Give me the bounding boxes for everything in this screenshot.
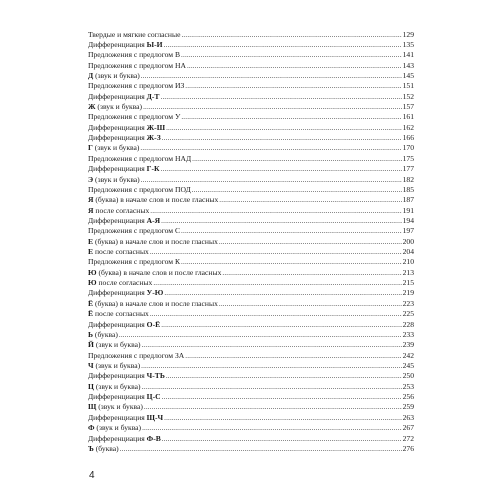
- toc-entry-bold-letters: Г-К: [146, 164, 160, 174]
- toc-entry-page-number: 143: [402, 60, 414, 70]
- toc-entry-text: Дифференциация: [88, 371, 147, 381]
- toc-entry-text: Предложения с предлогом НАД: [88, 153, 192, 163]
- toc-entry-text-suffix: после согласных: [93, 309, 149, 319]
- toc-entry: [88, 50, 414, 60]
- toc-entry-bold-letters: Е: [88, 236, 94, 246]
- toc-entry-text: Дифференциация: [88, 215, 147, 225]
- toc-entry-page-number: 253: [402, 381, 414, 391]
- toc-entry-text-suffix: (звук и буква): [93, 70, 140, 80]
- toc-entry: [88, 351, 414, 361]
- toc-entry: [88, 257, 414, 267]
- dot-leader: [140, 143, 401, 153]
- toc-entry-bold-letters: Е: [88, 247, 94, 257]
- dot-leader: [119, 330, 402, 340]
- toc-entry-page-number: 129: [402, 29, 414, 39]
- dot-leader: [144, 402, 402, 412]
- toc-entry-page-number: 239: [402, 340, 414, 350]
- toc-entry-text-suffix: (звук и буква): [96, 402, 143, 412]
- dot-leader: [162, 434, 402, 444]
- toc-entry-bold-letters: Ь: [88, 329, 94, 339]
- toc-entry-title: [88, 50, 180, 60]
- toc-entry-bold-letters: Ц: [88, 381, 94, 391]
- toc-entry: [88, 61, 414, 71]
- dot-leader: [120, 444, 402, 454]
- toc-entry-title: [88, 247, 149, 257]
- toc-entry-bold-letters: Ы-И: [146, 39, 163, 49]
- dot-leader: [153, 278, 401, 288]
- toc-entry-text-suffix: (звук и буква): [93, 381, 141, 391]
- toc-entry: [88, 143, 414, 153]
- toc-entry-bold-letters: О-Ё: [146, 319, 161, 329]
- toc-entry: [88, 444, 414, 454]
- toc-entry: [88, 206, 414, 216]
- toc-entry-title: [88, 216, 160, 226]
- toc-entry-page-number: 200: [402, 236, 414, 246]
- toc-entry-text: Предложения с предлогом ЗА: [88, 350, 185, 360]
- toc-entry-title: [88, 185, 191, 195]
- toc-entry-title: [88, 444, 119, 454]
- toc-entry-text-suffix: после согласных: [96, 278, 153, 288]
- dot-leader: [161, 216, 401, 226]
- toc-entry: [88, 30, 414, 40]
- toc-entry-page-number: 185: [402, 184, 414, 194]
- toc-entry-title: [88, 268, 221, 278]
- toc-entry-text-suffix: (звук и буква): [93, 361, 141, 370]
- dot-leader: [181, 257, 402, 267]
- toc-entry-bold-letters: Ё: [88, 298, 94, 308]
- toc-entry-title: [88, 71, 140, 81]
- toc-entry-bold-letters: Й: [88, 340, 94, 350]
- toc-entry: [88, 371, 414, 381]
- dot-leader: [166, 371, 402, 381]
- toc-entry-title: [88, 226, 180, 236]
- toc-entry-text: Дифференциация: [88, 392, 147, 402]
- dot-leader: [219, 299, 402, 309]
- toc-entry-text-suffix: (звук и буква): [94, 423, 142, 433]
- dot-leader: [161, 320, 401, 330]
- toc-entry: [88, 40, 414, 50]
- toc-entry-text-suffix: (буква): [93, 443, 119, 453]
- toc-entry-text-suffix: (буква): [93, 329, 118, 339]
- toc-entry-bold-letters: А-Я: [146, 215, 161, 225]
- dot-leader: [142, 423, 402, 433]
- toc-entry-bold-letters: Щ-Ч: [146, 412, 164, 422]
- dot-leader: [185, 81, 401, 91]
- toc-entry-title: [88, 361, 140, 371]
- toc-entry-text-suffix: после согласных: [93, 247, 149, 257]
- toc-entry-title: [88, 61, 186, 71]
- toc-entry-bold-letters: Э: [88, 174, 94, 184]
- dot-leader: [164, 413, 401, 423]
- toc-entry-page-number: 256: [402, 392, 414, 402]
- toc-entry-page-number: 219: [402, 288, 414, 298]
- dot-leader: [166, 123, 402, 133]
- table-of-contents: [88, 30, 414, 455]
- toc-entry: [88, 247, 414, 257]
- toc-entry-page-number: 166: [402, 133, 414, 143]
- toc-entry-bold-letters: Ю: [88, 278, 97, 288]
- toc-entry-title: [88, 257, 180, 267]
- toc-entry-text: Твердые и мягкие согласные: [88, 29, 181, 39]
- toc-entry-page-number: 151: [402, 81, 414, 91]
- toc-entry-title: [88, 195, 218, 205]
- toc-entry-page-number: 152: [402, 91, 414, 101]
- dot-leader: [162, 392, 402, 402]
- toc-entry-title: [88, 351, 184, 361]
- toc-entry-title: [88, 309, 149, 319]
- toc-entry-text: Предложения с предлогом ИЗ: [88, 81, 185, 91]
- toc-entry-page-number: 228: [402, 319, 414, 329]
- toc-entry: [88, 112, 414, 122]
- toc-entry-text-suffix: после согласных: [93, 205, 150, 215]
- toc-entry-title: [88, 392, 161, 402]
- toc-entry-text: Предложения с предлогом К: [88, 257, 181, 267]
- toc-entry-title: [88, 154, 191, 164]
- dot-leader: [181, 50, 402, 60]
- toc-entry-page-number: 210: [402, 257, 414, 267]
- toc-entry-text: Дифференциация: [88, 288, 147, 298]
- toc-entry-page-number: 276: [402, 443, 414, 453]
- toc-entry-title: [88, 112, 180, 122]
- toc-entry-page-number: 161: [402, 112, 414, 122]
- toc-entry: [88, 102, 414, 112]
- toc-entry-text: Предложения с предлогом У: [88, 112, 181, 122]
- toc-entry-title: [88, 340, 140, 350]
- toc-entry: [88, 92, 414, 102]
- toc-entry-page-number: 263: [402, 412, 414, 422]
- toc-entry-text-suffix: (буква) в начале слов и после гласных: [93, 195, 219, 205]
- toc-entry-page-number: 272: [402, 433, 414, 443]
- toc-entry: [88, 288, 414, 298]
- toc-entry: [88, 413, 414, 423]
- toc-entry: [88, 81, 414, 91]
- toc-entry-bold-letters: Ц-С: [146, 392, 161, 402]
- toc-entry-text: Дифференциация: [88, 39, 147, 49]
- toc-entry-bold-letters: Ж: [88, 102, 96, 112]
- toc-entry-title: [88, 143, 139, 153]
- toc-entry: [88, 340, 414, 350]
- toc-entry: [88, 423, 414, 433]
- toc-entry-text: Дифференциация: [88, 433, 147, 443]
- toc-entry-bold-letters: Ж-З: [146, 133, 161, 143]
- toc-entry-text: Дифференциация: [88, 122, 147, 132]
- toc-entry-text: Предложения с предлогом В: [88, 50, 181, 60]
- toc-entry-bold-letters: Ж-Ш: [146, 122, 166, 132]
- toc-entry-page-number: 233: [402, 329, 414, 339]
- toc-entry: [88, 71, 414, 81]
- toc-entry: [88, 175, 414, 185]
- toc-entry-text-suffix: (буква) в начале слов и после гласных: [96, 267, 222, 277]
- toc-entry-bold-letters: Ю: [88, 267, 97, 277]
- dot-leader: [161, 164, 402, 174]
- toc-entry: [88, 226, 414, 236]
- toc-entry-page-number: 135: [402, 39, 414, 49]
- toc-entry-page-number: 177: [402, 164, 414, 174]
- toc-entry-page-number: 223: [402, 298, 414, 308]
- toc-entry-page-number: 170: [402, 143, 414, 153]
- toc-entry: [88, 185, 414, 195]
- page-number: 4: [89, 470, 95, 481]
- dot-leader: [181, 30, 401, 40]
- toc-entry-page-number: 175: [402, 153, 414, 163]
- toc-entry-bold-letters: Ф: [88, 423, 95, 433]
- toc-entry-title: [88, 330, 118, 340]
- toc-entry-page-number: 250: [402, 371, 414, 381]
- toc-entry-page-number: 141: [402, 50, 414, 60]
- dot-leader: [164, 40, 402, 50]
- toc-entry: [88, 154, 414, 164]
- toc-entry: [88, 402, 414, 412]
- toc-entry-bold-letters: Ъ: [88, 443, 94, 453]
- toc-entry-bold-letters: Щ: [88, 402, 97, 412]
- dot-leader: [141, 361, 401, 371]
- dot-leader: [150, 309, 402, 319]
- toc-entry-page-number: 215: [402, 278, 414, 288]
- dot-leader: [143, 102, 402, 112]
- toc-entry: [88, 278, 414, 288]
- dot-leader: [187, 61, 402, 71]
- toc-entry-bold-letters: Ё: [88, 309, 94, 319]
- toc-entry-bold-letters: Г: [88, 143, 93, 153]
- toc-entry-title: [88, 206, 149, 216]
- dot-leader: [219, 195, 401, 205]
- dot-leader: [141, 340, 401, 350]
- toc-entry-page-number: 197: [402, 226, 414, 236]
- toc-entry: [88, 237, 414, 247]
- toc-entry-text: Дифференциация: [88, 319, 147, 329]
- toc-entry-title: [88, 299, 218, 309]
- toc-entry-bold-letters: Я: [88, 195, 94, 205]
- dot-leader: [141, 71, 402, 81]
- toc-entry-title: [88, 164, 160, 174]
- dot-leader: [192, 185, 402, 195]
- toc-entry-title: [88, 402, 143, 412]
- toc-entry-page-number: 182: [402, 174, 414, 184]
- dot-leader: [181, 226, 402, 236]
- toc-entry: [88, 382, 414, 392]
- toc-entry-title: [88, 278, 152, 288]
- toc-entry-title: [88, 102, 142, 112]
- dot-leader: [161, 92, 402, 102]
- toc-entry: [88, 123, 414, 133]
- toc-entry-title: [88, 434, 161, 444]
- toc-entry-title: [88, 288, 163, 298]
- toc-entry: [88, 309, 414, 319]
- toc-entry-page-number: 145: [402, 70, 414, 80]
- toc-entry: [88, 133, 414, 143]
- toc-entry-text-suffix: (звук и буква): [93, 340, 141, 350]
- toc-entry-page-number: 194: [402, 215, 414, 225]
- toc-entry-page-number: 157: [402, 102, 414, 112]
- toc-entry-title: [88, 320, 160, 330]
- dot-leader: [181, 112, 401, 122]
- toc-entry: [88, 195, 414, 205]
- toc-entry: [88, 434, 414, 444]
- dot-leader: [222, 268, 401, 278]
- toc-entry-page-number: 242: [402, 350, 414, 360]
- toc-entry: [88, 330, 414, 340]
- toc-entry-text-suffix: (звук и буква): [92, 143, 140, 153]
- toc-entry-page-number: 187: [402, 195, 414, 205]
- toc-entry: [88, 392, 414, 402]
- dot-leader: [141, 175, 402, 185]
- dot-leader: [150, 206, 401, 216]
- toc-entry-title: [88, 92, 160, 102]
- toc-entry: [88, 216, 414, 226]
- dot-leader: [192, 154, 401, 164]
- toc-entry-page-number: 162: [402, 122, 414, 132]
- toc-entry-title: [88, 413, 163, 423]
- toc-entry-text-suffix: (звук и буква): [95, 102, 143, 112]
- toc-entry-title: [88, 237, 218, 247]
- toc-entry-text: Предложения с предлогом С: [88, 226, 181, 236]
- toc-entry-page-number: 213: [402, 267, 414, 277]
- toc-entry-text-suffix: (звук и буква): [93, 174, 140, 184]
- dot-leader: [141, 382, 401, 392]
- toc-entry-text: Предложения с предлогом ПОД: [88, 184, 191, 194]
- toc-entry-page-number: 267: [402, 423, 414, 433]
- toc-entry-bold-letters: У-Ю: [146, 288, 164, 298]
- toc-entry-text-suffix: (буква) в начале слов и после гласных: [93, 236, 218, 246]
- toc-entry: [88, 361, 414, 371]
- toc-entry-title: [88, 371, 165, 381]
- toc-entry-bold-letters: Д-Т: [146, 91, 160, 101]
- toc-entry-bold-letters: Ч: [88, 361, 94, 370]
- toc-entry-page-number: 225: [402, 309, 414, 319]
- toc-entry-bold-letters: Я: [88, 205, 94, 215]
- toc-entry: [88, 299, 414, 309]
- toc-entry: [88, 268, 414, 278]
- toc-entry-text: Предложения с предлогом НА: [88, 60, 186, 70]
- dot-leader: [219, 237, 402, 247]
- toc-entry-title: [88, 81, 184, 91]
- toc-entry-title: [88, 123, 165, 133]
- toc-entry-text: Дифференциация: [88, 91, 147, 101]
- dot-leader: [162, 133, 402, 143]
- toc-entry-title: [88, 133, 161, 143]
- dot-leader: [164, 288, 401, 298]
- dot-leader: [185, 351, 401, 361]
- toc-entry-text: Дифференциация: [88, 164, 147, 174]
- toc-entry-title: [88, 423, 141, 433]
- toc-entry-bold-letters: Ч-ТЬ: [146, 371, 165, 381]
- dot-leader: [150, 247, 402, 257]
- toc-entry-page-number: 191: [402, 205, 414, 215]
- toc-entry-title: [88, 30, 180, 40]
- toc-entry-title: [88, 40, 163, 50]
- toc-entry-title: [88, 175, 140, 185]
- toc-entry-text-suffix: (буква) в начале слов и после гласных: [93, 298, 218, 308]
- toc-entry-text: Дифференциация: [88, 133, 147, 143]
- toc-entry: [88, 164, 414, 174]
- toc-entry-page-number: 245: [402, 361, 414, 370]
- toc-entry: [88, 320, 414, 330]
- toc-entry-page-number: 204: [402, 247, 414, 257]
- toc-entry-page-number: 259: [402, 402, 414, 412]
- toc-entry-text: Дифференциация: [88, 412, 147, 422]
- toc-entry-bold-letters: Д: [88, 70, 94, 80]
- toc-entry-title: [88, 382, 140, 392]
- toc-entry-bold-letters: Ф-В: [146, 433, 161, 443]
